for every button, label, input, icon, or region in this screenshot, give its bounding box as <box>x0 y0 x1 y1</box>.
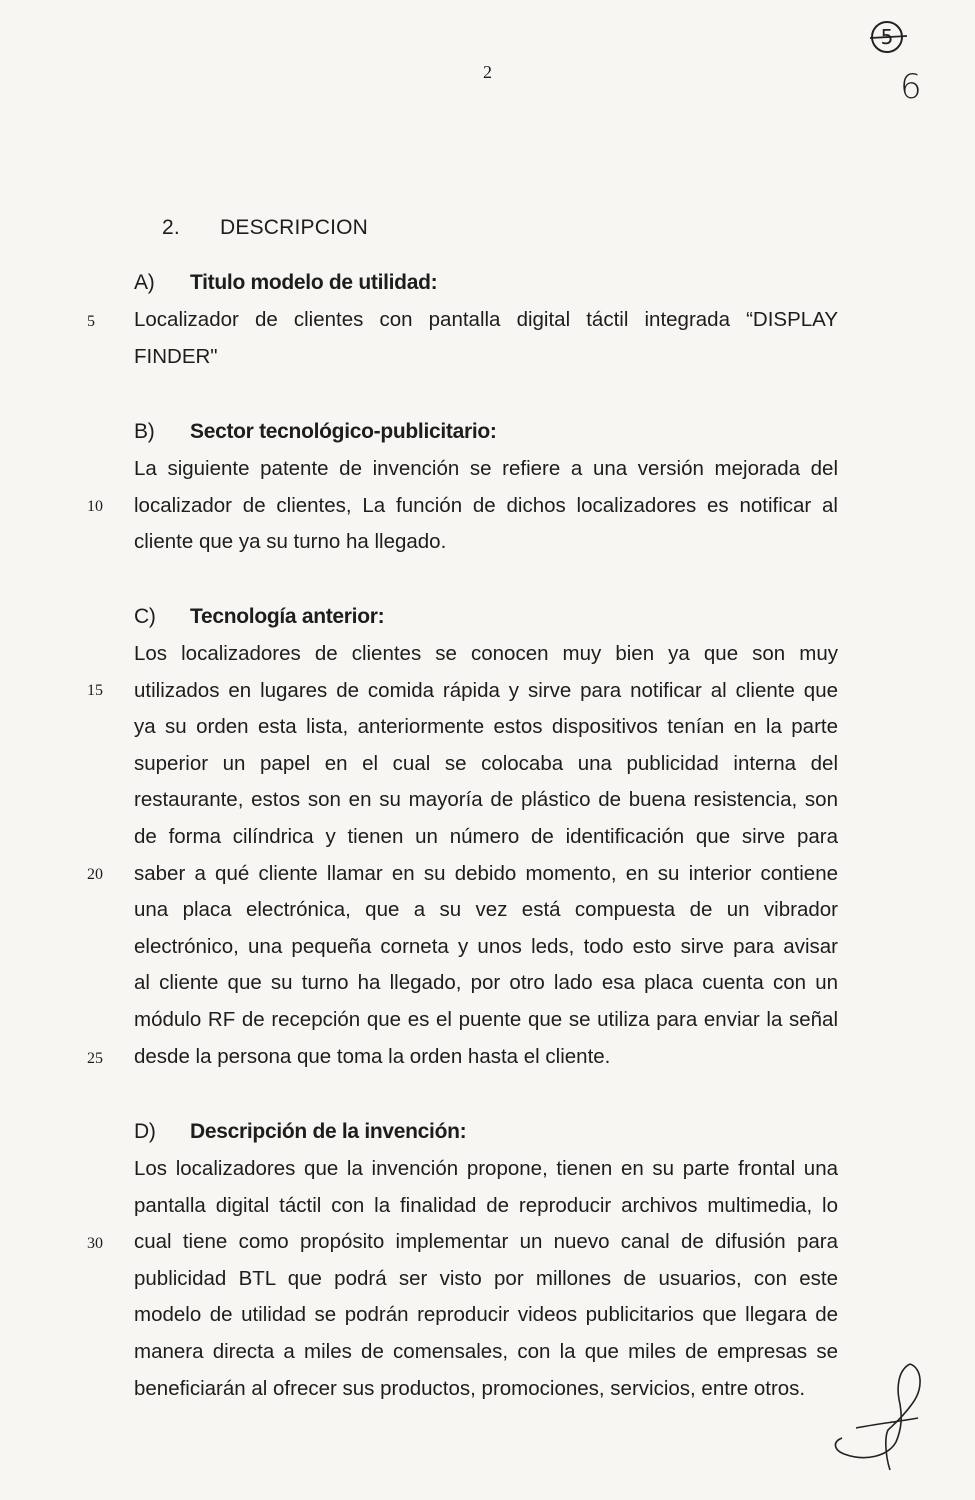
circled-number-stamp <box>868 18 908 58</box>
text-line: Los localizadores que la invención propone, tienen en su parte frontal una <box>134 1157 838 1180</box>
paragraph-b <box>134 451 838 561</box>
text-line: al cliente que su turno ha llegado, por otro lado esa placa cuenta con un <box>134 971 838 995</box>
text-line: La siguiente patente de invención se refiere a una versión mejorada del <box>134 457 838 480</box>
subheading-letter: C) <box>134 605 156 628</box>
signature-mark <box>826 1358 936 1476</box>
text-line: saber a qué cliente llamar en su debido momento, en su interior contiene <box>134 861 838 885</box>
text-line: una placa electrónica, que a su vez está compuesta de un vibrador <box>134 898 838 922</box>
text-line: Los localizadores de clientes se conocen muy bien ya que son muy <box>134 642 838 665</box>
text-line: pantalla digital táctil con la finalidad de reproducir archivos multimedia, lo <box>134 1193 838 1217</box>
subheading-title: Titulo modelo de utilidad: <box>190 271 438 294</box>
handwritten-page-number: 6 <box>900 67 922 107</box>
text-line: localizador de clientes, La función de dichos localizadores es notificar al <box>134 493 838 517</box>
subheading-title: Tecnología anterior: <box>190 605 385 628</box>
subheading-letter: B) <box>134 420 155 443</box>
paragraph-a <box>134 302 838 375</box>
line-number: 25 <box>87 1050 103 1067</box>
subheading-b <box>134 420 497 444</box>
subheading-letter: D) <box>134 1120 156 1143</box>
text-line: FINDER" <box>134 344 218 368</box>
section-heading <box>162 216 368 240</box>
text-line: publicidad BTL que podrá ser visto por millones de usuarios, con este <box>134 1266 838 1290</box>
text-line: ya su orden esta lista, anteriormente estos dispositivos tenían en la parte <box>134 715 838 739</box>
text-line: cual tiene como propósito implementar un nuevo canal de difusión para <box>134 1230 838 1254</box>
text-line: desde la persona que toma la orden hasta el cliente. <box>134 1044 611 1068</box>
text-line: beneficiarán al ofrecer sus productos, promociones, servicios, entre otros. <box>134 1376 806 1400</box>
text-line: superior un papel en el cual se colocaba una publicidad interna del <box>134 751 838 775</box>
subheading-d <box>134 1120 466 1144</box>
text-line: de forma cilíndrica y tienen un número de identificación que sirve para <box>134 824 838 848</box>
paragraph-c <box>134 636 838 1075</box>
section-number: 2. <box>162 216 180 239</box>
subheading-letter: A) <box>134 271 155 294</box>
line-number: 10 <box>87 498 103 515</box>
text-line: utilizados en lugares de comida rápida y sirve para notificar al cliente que <box>134 678 838 702</box>
section-title: DESCRIPCION <box>220 216 369 239</box>
subheading-title: Descripción de la invención: <box>190 1120 467 1143</box>
subheading-c <box>134 605 384 629</box>
stamp-five-text: 5 <box>880 25 894 49</box>
page-stamp <box>868 18 944 107</box>
text-line: modelo de utilidad se podrán reproducir videos publicitarios que llegara de <box>134 1303 838 1327</box>
text-line: cliente que ya su turno ha llegado. <box>134 530 447 554</box>
text-line: módulo RF de recepción que es el puente que se utiliza para enviar la señal <box>134 1007 838 1031</box>
line-number: 20 <box>87 866 103 883</box>
line-number: 30 <box>87 1235 103 1252</box>
text-line: manera directa a miles de comensales, con la que miles de empresas se <box>134 1339 838 1363</box>
line-number: 5 <box>87 313 95 330</box>
page-number: 2 <box>483 62 492 82</box>
paragraph-d <box>134 1151 838 1407</box>
text-line: restaurante, estos son en su mayoría de plástico de buena resistencia, son <box>134 788 838 812</box>
text-line: Localizador de clientes con pantalla digital táctil integrada “DISPLAY <box>134 308 838 331</box>
text-line: electrónico, una pequeña corneta y unos leds, todo esto sirve para avisar <box>134 934 838 958</box>
subheading-title: Sector tecnológico-publicitario: <box>190 420 497 443</box>
subheading-a <box>134 271 437 295</box>
line-number: 15 <box>87 682 103 699</box>
